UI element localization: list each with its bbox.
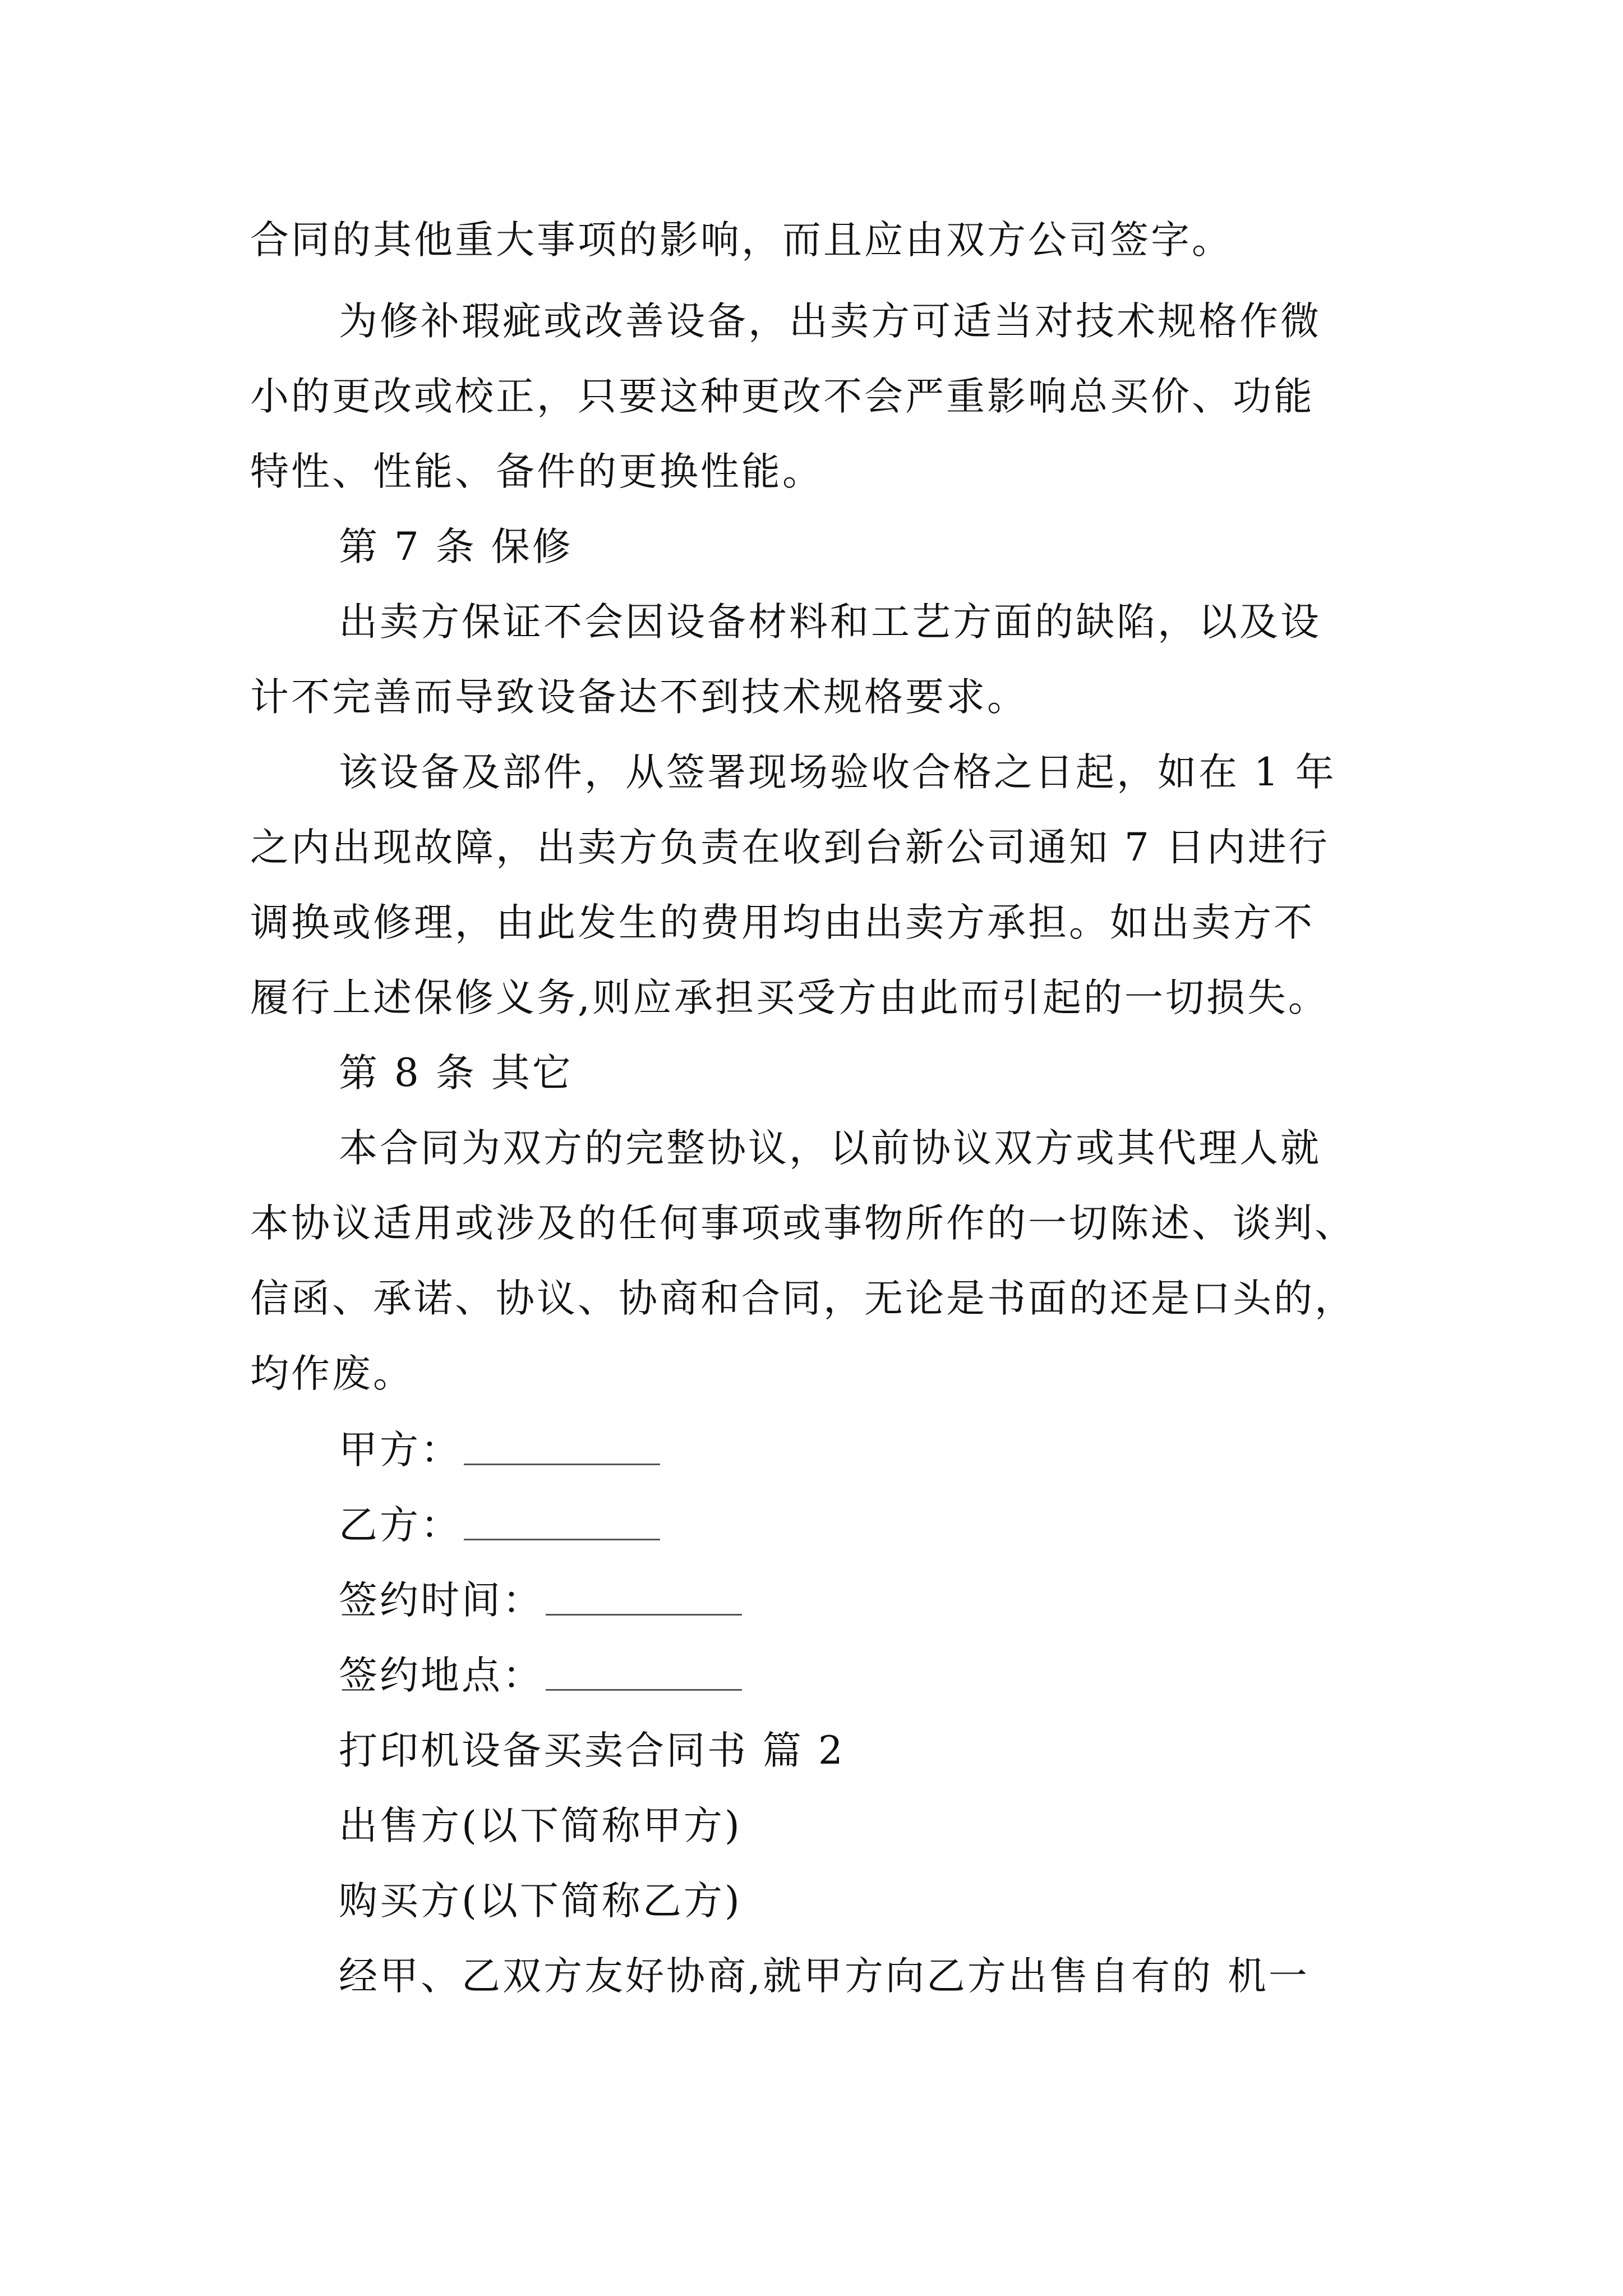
paragraph-line: 本合同为双方的完整协议，以前协议双方或其代理人就 — [339, 1126, 1321, 1171]
sign-time-blank — [546, 1591, 742, 1616]
party-b-blank — [464, 1516, 660, 1540]
paragraph-line: 特性、性能、备件的更换性能。 — [250, 449, 823, 494]
paragraph-line: 均作废。 — [250, 1351, 414, 1396]
party-a-label: 甲方： — [339, 1428, 462, 1473]
buyer-line: 购买方(以下简称乙方) — [339, 1879, 742, 1924]
section2-title: 打印机设备买卖合同书 篇 2 — [339, 1728, 845, 1773]
paragraph-line: 计不完善而导致设备达不到技术规格要求。 — [250, 675, 1028, 720]
paragraph-line: 调换或修理，由此发生的费用均由出卖方承担。如出卖方不 — [250, 900, 1315, 945]
paragraph-line: 为修补瑕疵或改善设备，出卖方可适当对技术规格作微 — [339, 299, 1321, 344]
seller-line: 出售方(以下简称甲方) — [339, 1803, 742, 1848]
paragraph-line: 履行上述保修义务,则应承担买受方由此而引起的一切损失。 — [250, 976, 1329, 1020]
paragraph-line: 出卖方保证不会因设备材料和工艺方面的缺陷，以及设 — [339, 600, 1321, 645]
paragraph-line: 本协议适用或涉及的任何事项或事物所作的一切陈述、谈判、 — [250, 1201, 1355, 1246]
sign-place-field — [339, 1650, 1472, 1701]
sign-time-label: 签约时间： — [339, 1578, 543, 1623]
party-b-label: 乙方： — [339, 1503, 462, 1548]
sign-time-field — [339, 1575, 1472, 1626]
section-heading: 第 7 条 保修 — [339, 524, 573, 569]
paragraph-line: 信函、承诺、协议、协商和合同，无论是书面的还是口头的， — [250, 1276, 1355, 1321]
section-heading: 第 8 条 其它 — [339, 1051, 573, 1096]
intro-line: 经甲、乙双方友好协商,就甲方向乙方出售自有的 机一 — [339, 1954, 1310, 1999]
sign-place-blank — [546, 1667, 742, 1691]
party-a-field — [339, 1425, 1472, 1475]
paragraph-line: 小的更改或校正，只要这种更改不会严重影响总买价、功能 — [250, 374, 1315, 419]
paragraph-line: 合同的其他重大事项的影响，而且应由双方公司签字。 — [250, 218, 1233, 263]
party-b-field — [339, 1500, 1472, 1550]
sign-place-label: 签约地点： — [339, 1653, 543, 1698]
paragraph-line: 该设备及部件，从签署现场验收合格之日起，如在 1 年 — [339, 750, 1336, 795]
paragraph-line: 之内出现故障，出卖方负责在收到台新公司通知 7 日内进行 — [250, 825, 1330, 870]
party-a-blank — [464, 1441, 660, 1465]
